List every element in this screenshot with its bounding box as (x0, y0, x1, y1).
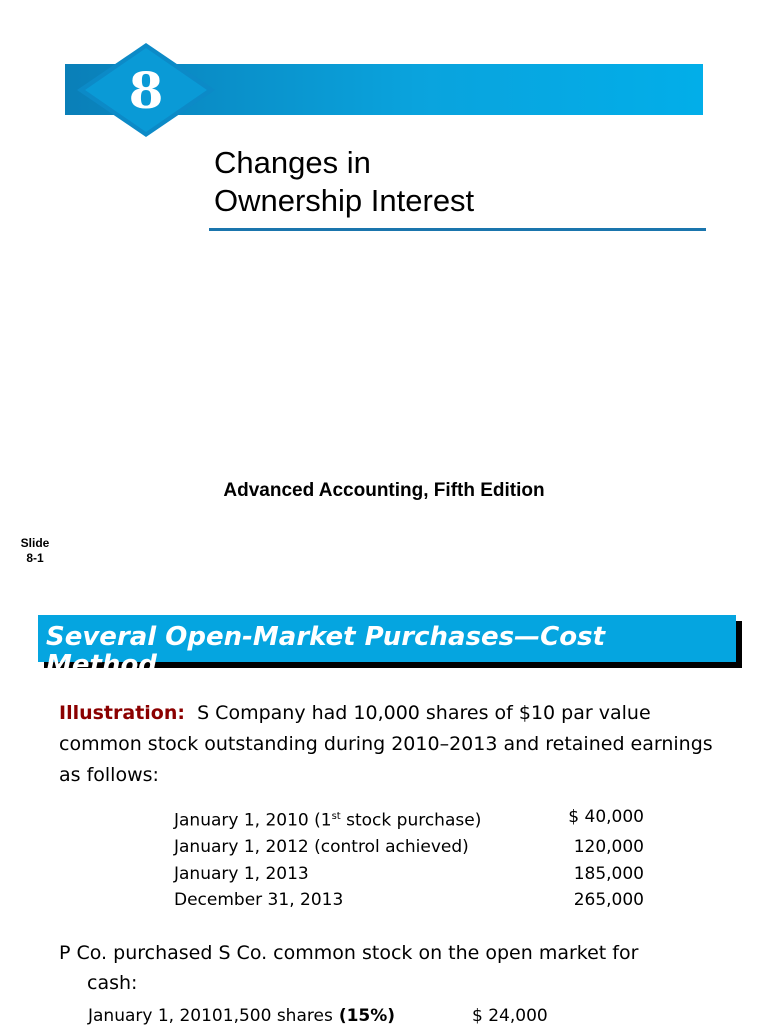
purchase-cost: $ 24,000 (472, 1006, 548, 1026)
title-underline (209, 228, 706, 231)
slide-heading-line1: Several Open-Market Purchases—Cost (46, 622, 605, 652)
chapter-title-line1: Changes in (214, 145, 371, 180)
chapter-title (214, 144, 694, 220)
slide-number-value: 8-1 (26, 551, 44, 565)
row-amount: $ 40,000 (568, 807, 644, 827)
table-row (174, 887, 644, 914)
chapter-number: 8 (128, 60, 164, 120)
book-title: Advanced Accounting, Fifth Edition (223, 480, 545, 501)
table-row (174, 834, 644, 861)
content-slide (0, 600, 768, 1024)
slide-number (14, 536, 56, 566)
slide-heading (46, 618, 736, 684)
row-amount: 120,000 (573, 837, 644, 858)
purchase-shares: 1,500 shares (222, 1006, 333, 1026)
table-row (174, 861, 644, 888)
purchase-date: January 1, 2010 (88, 1006, 223, 1026)
table-row (174, 804, 644, 834)
retained-earnings-table (174, 804, 644, 914)
row-date: January 1, 2013 (174, 863, 309, 884)
purchase-row (88, 1003, 688, 1029)
row-amount: 265,000 (573, 890, 644, 911)
slide-heading-line2: Method (46, 650, 157, 680)
purchase-intro (59, 938, 739, 998)
purchase-intro-line1: P Co. purchased S Co. common stock on the open market for (59, 942, 639, 964)
row-amount: 185,000 (573, 863, 644, 884)
slide-label: Slide (20, 536, 50, 550)
chapter-title-line2: Ownership Interest (214, 183, 475, 218)
illustration-paragraph (59, 698, 739, 791)
illustration-label: Illustration: (59, 702, 185, 724)
purchase-percent: (15%) (338, 1006, 396, 1026)
row-date: January 1, 2010 (1st stock purchase) (174, 810, 482, 831)
illustration-text: S Company had 10,000 shares of $10 par value common stock outstanding during 2010–2013 and retained earnings as follows: (59, 702, 713, 786)
row-date: January 1, 2012 (control achieved) (174, 837, 469, 858)
row-date: December 31, 2013 (174, 890, 344, 911)
purchase-intro-line2: cash: (87, 972, 138, 994)
